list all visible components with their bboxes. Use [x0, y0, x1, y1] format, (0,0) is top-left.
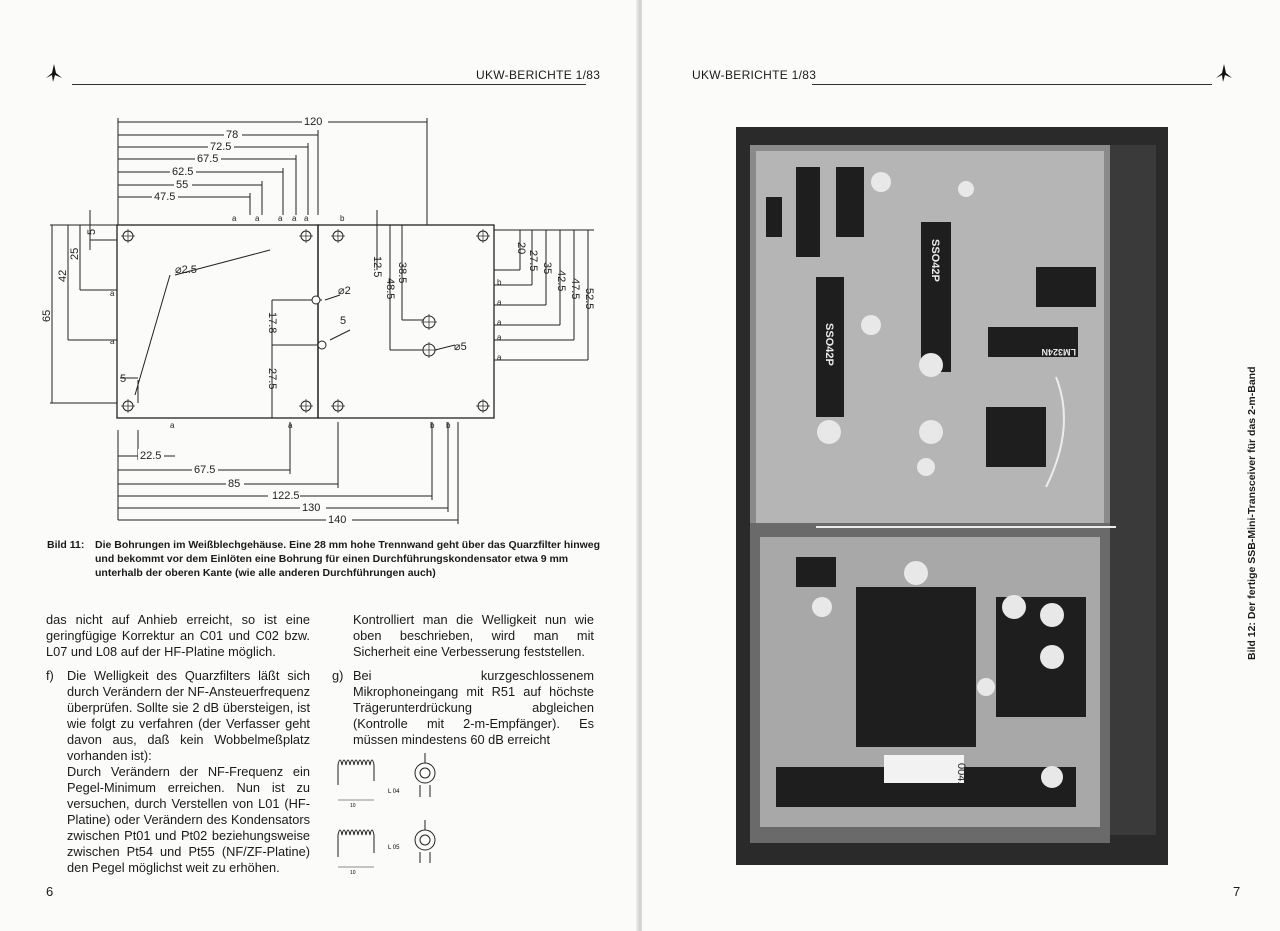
dim-left-1: 42: [57, 269, 69, 282]
photo-label-ic1: SSO42P: [929, 239, 941, 282]
text-column-2: [332, 612, 594, 748]
marker-a: a: [497, 353, 502, 362]
dim-center-1: 48.5: [384, 278, 396, 300]
marker-b: b: [497, 278, 502, 287]
dim-right-1: 27.5: [527, 250, 539, 272]
list-marker: g): [332, 668, 344, 683]
coil-label-l05: L 05: [388, 845, 400, 851]
dim-top-6: 47.5: [154, 191, 176, 203]
photo-label-ic2: SSO42P: [823, 323, 835, 366]
hole-label-2: ⌀5: [454, 341, 467, 353]
antenna-logo-icon: [1214, 62, 1234, 84]
marker-a: a: [288, 421, 293, 430]
dim-right-5: 52.5: [583, 288, 595, 310]
dim-bottom-3: 122.5: [272, 490, 300, 502]
page-number: 7: [1233, 884, 1241, 899]
marker-a: a: [304, 214, 309, 223]
dim-bottom-5: 140: [328, 514, 347, 526]
figure-caption-text: Die Bohrungen im Weißblechgehäuse. Eine 28 mm hohe Trennwand geht über das Quarzfilter hinweg und bekommt vor dem Einlöten eine Bohrung für einen Durchführungskondensator etwa 9 mm unterhalb der oberen Kante (wie alle anderen Durchführungen auch): [95, 539, 601, 579]
figure-caption-12-text: Bild 12: Der fertige SSB-Mini-Transceiver für das 2-m-Band: [1246, 366, 1258, 660]
dim-left-4: 5: [120, 373, 127, 385]
dim-top-1: 78: [226, 129, 239, 141]
marker-b: b: [430, 421, 435, 430]
marker-a: a: [110, 289, 115, 298]
dim-top-0: 120: [304, 116, 323, 128]
list-item-f: [46, 668, 310, 876]
paragraph: Kontrolliert man die Welligkeit nun wie oben beschrieben, wird man mit Sicherheit eine Verbesserung feststellen.: [353, 612, 594, 659]
paragraph: das nicht auf Anhieb erreicht, so ist eine geringfügige Korrektur an C01 und C02 bzw. L07 und L08 auf der HF-Platine möglich.: [46, 612, 310, 659]
header-rule: [812, 84, 1212, 85]
dim-center-2: 38.5: [396, 262, 408, 284]
coil-label-l04: L 04: [388, 789, 400, 795]
dim-top-5: 55: [176, 179, 189, 191]
dim-bottom-1: 67.5: [194, 464, 216, 476]
running-header: UKW-BERICHTE 1/83: [476, 68, 601, 82]
dim-bottom-0: 22.5: [140, 450, 162, 462]
coil-sketches: [330, 745, 450, 875]
coil-l04-icon: [338, 753, 435, 800]
paragraph: Durch Verändern der NF-Frequenz ein Pegel-Minimum erreichen. Nun ist zu versuchen, durch Verstellen von L01 (HF-Platine) oder Verändern des Kondensators zwischen Pt01 und Pt02 beziehungsweise zwischen Pt54 und Pt55 (NF/ZF-Platine) den Pegel möglichst weit zu erhöhen.: [67, 764, 310, 875]
dim-center-3: 17.8: [266, 312, 278, 334]
marker-a: a: [255, 214, 260, 223]
coil-l05-icon: [338, 820, 435, 867]
antenna-logo-icon: [44, 62, 64, 84]
marker-b: b: [340, 214, 345, 223]
marker-b: b: [446, 421, 451, 430]
hole-label-0: ⌀2.5: [175, 264, 197, 276]
running-header: UKW-BERICHTE 1/83: [692, 68, 817, 82]
dim-bottom-2: 85: [228, 478, 241, 490]
coil-dim: 10: [350, 803, 356, 809]
figure-label: Bild 11:: [47, 539, 85, 551]
page-number: 6: [46, 884, 54, 899]
dim-top-2: 72.5: [210, 141, 232, 153]
list-marker: f): [46, 668, 54, 683]
marker-a: a: [497, 333, 502, 342]
dim-center-5: 5: [340, 315, 347, 327]
dim-top-4: 62.5: [172, 166, 194, 178]
dim-left-2: 25: [69, 247, 81, 260]
paragraph: Die Welligkeit des Quarzfilters läßt sich durch Verändern der NF-Ansteuerfrequenz überprüfen. Sollte sie 2 dB übersteigen, ist wie folgt zu verfahren (der Verfasser geht davon aus, daß kein Wobbelmeßplatz vorhanden ist):: [67, 668, 310, 763]
left-page: [0, 0, 638, 931]
dim-right-2: 35: [541, 262, 553, 275]
marker-a: a: [170, 421, 175, 430]
paragraph: Bei kurzgeschlossenem Mikrophoneingang mit R51 auf höchste Trägerunterdrückung abgleichen (Kontrolle mit 2-m-Empfänger). Es müssen mindestens 60 dB erreicht: [353, 668, 594, 747]
marker-a: a: [278, 214, 283, 223]
list-item-g: [332, 668, 594, 748]
coil-dim: 10: [350, 870, 356, 875]
marker-a: a: [497, 318, 502, 327]
transceiver-photo: [736, 127, 1168, 865]
dim-bottom-4: 130: [302, 502, 321, 514]
marker-a: a: [497, 298, 502, 307]
marker-a: a: [110, 337, 115, 346]
dim-top-3: 67.5: [197, 153, 219, 165]
header-rule: [72, 84, 586, 85]
dim-right-4: 47.5: [569, 278, 581, 300]
drill-drawing: [40, 110, 600, 530]
dim-right-0: 20: [515, 242, 527, 255]
photo-label-filter: 004.: [955, 763, 967, 785]
dim-center-0: 12.5: [371, 256, 383, 278]
text-column-1: [46, 612, 310, 876]
photo-label-ic3: LM324N: [1041, 347, 1076, 357]
dim-right-3: 42.5: [555, 270, 567, 292]
marker-a: a: [232, 214, 237, 223]
dim-left-3: 5: [86, 228, 98, 235]
dim-center-4: 27.5: [266, 368, 278, 390]
marker-a: a: [292, 214, 297, 223]
dim-left-0: 65: [41, 309, 53, 322]
hole-label-1: ⌀2: [338, 285, 351, 297]
